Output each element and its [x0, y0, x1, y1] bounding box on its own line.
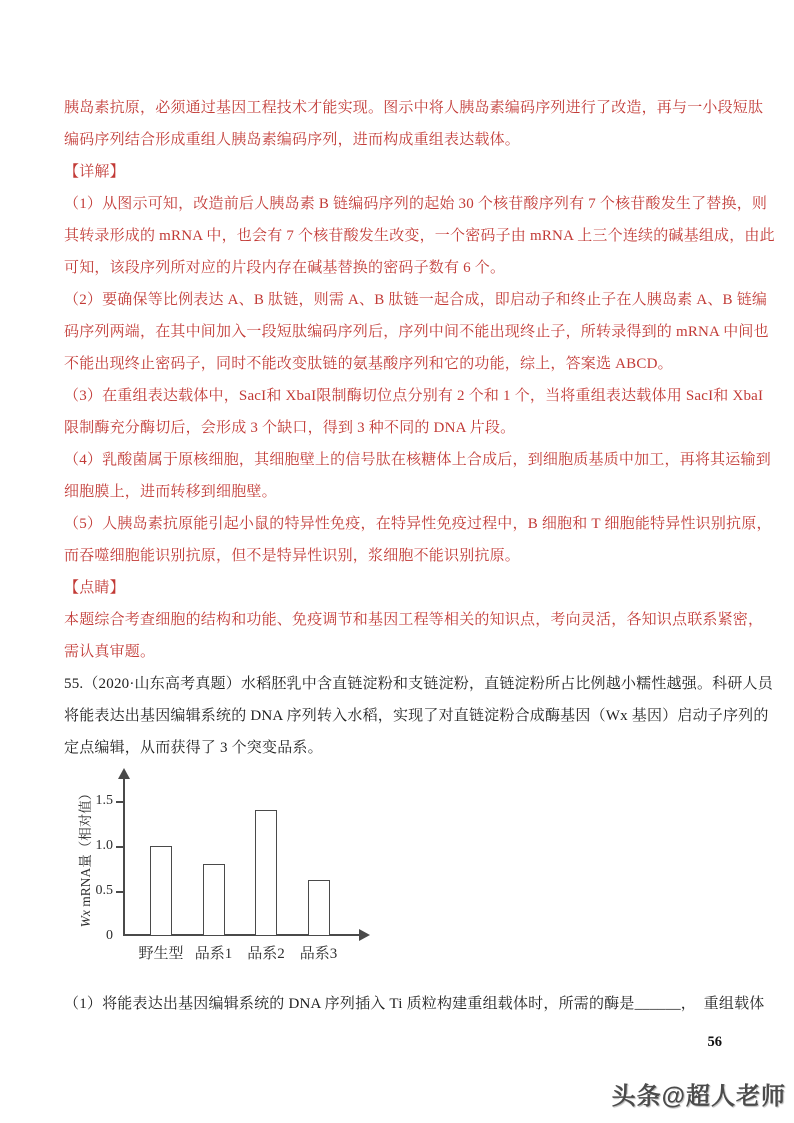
text-line: （5）人胰岛素抗原能引起小鼠的特异性免疫，在特异性免疫过程中，B 细胞和 T 细胞能特异性识别抗原，	[64, 516, 772, 532]
text-line: 定点编辑，从而获得了 3 个突变品系。	[64, 740, 323, 756]
y-tick-label: 0	[106, 928, 113, 943]
bar-品系3	[308, 880, 330, 936]
text-line: 限制酶充分酶切后，会形成 3 个缺口，得到 3 种不同的 DNA 片段。	[64, 420, 516, 436]
y-tick-mark	[116, 801, 123, 803]
x-axis-arrow-icon	[359, 929, 370, 941]
y-tick-mark	[116, 846, 123, 848]
y-axis-label-rest: mRNA量（相对值）	[78, 786, 93, 911]
x-category-label: 品系1	[194, 946, 233, 962]
y-axis	[123, 778, 125, 936]
text-line: 细胞膜上，进而转移到细胞壁。	[64, 484, 277, 500]
bar-chart	[64, 770, 404, 976]
page-number: 56	[707, 1034, 722, 1050]
answer-text-block	[64, 92, 775, 764]
x-category-label: 品系3	[299, 946, 338, 962]
question-text-block	[64, 988, 765, 1020]
text-line: 编码序列结合形成重组人胰岛素编码序列，进而构成重组表达载体。	[64, 132, 521, 148]
text-line: 55.（2020·山东高考真题）水稻胚乳中含直链淀粉和支链淀粉，直链淀粉所占比例越小糯性越强。科研人员	[64, 676, 773, 692]
y-tick-mark	[116, 891, 123, 893]
text-line: （3）在重组表达载体中，SacI和 XbaI限制酶切位点分别有 2 个和 1 个，当将重组表达载体用 SacI和 XbaI	[64, 388, 764, 404]
document-body	[64, 92, 775, 1020]
text-line: 【点睛】	[64, 580, 125, 596]
text-line: 【详解】	[64, 164, 125, 180]
y-tick-label: 1.5	[95, 793, 113, 808]
text-line: （4）乳酸菌属于原核细胞，其细胞壁上的信号肽在核糖体上合成后，到细胞质基质中加工，再将其运输到	[64, 452, 771, 468]
text-line: 可知，该段序列所对应的片段内存在碱基替换的密码子数有 6 个。	[64, 260, 506, 276]
y-tick-label: 1.0	[95, 838, 113, 853]
text-line: 胰岛素抗原，必须通过基因工程技术才能实现。图示中将人胰岛素编码序列进行了改造，再与一小段短肽	[64, 100, 764, 116]
y-tick-label: 0.5	[95, 883, 113, 898]
watermark: 头条@超人老师	[611, 1083, 786, 1110]
text-line: 本题综合考查细胞的结构和功能、免疫调节和基因工程等相关的知识点，考向灵活，各知识点联系紧密，	[64, 612, 764, 628]
bar-品系1	[203, 864, 225, 936]
y-axis-label-italic: Wx	[78, 910, 93, 928]
text-line: 而吞噬细胞能识别抗原，但不是特异性识别，浆细胞不能识别抗原。	[64, 548, 521, 564]
y-axis-arrow-icon	[118, 768, 130, 779]
x-category-label: 品系2	[247, 946, 285, 962]
text-line: （1）将能表达出基因编辑系统的 DNA 序列插入 Ti 质粒构建重组载体时，所需的酶是______， 重组载体	[64, 996, 765, 1012]
text-line: 其转录形成的 mRNA 中，也会有 7 个核苷酸发生改变，一个密码子由 mRNA 上三个连续的碱基组成，由此	[64, 228, 775, 244]
x-category-label: 野生型	[138, 946, 184, 962]
text-line: （2）要确保等比例表达 A、B 肽链，则需 A、B 肽链一起合成，即启动子和终止子在人胰岛素 A、B 链编	[64, 292, 768, 308]
text-line: 将能表达出基因编辑系统的 DNA 序列转入水稻，实现了对直链淀粉合成酶基因（Wx 基因）启动子序列的	[64, 708, 769, 724]
bar-品系2	[255, 810, 277, 936]
text-line: （1）从图示可知，改造前后人胰岛素 B 链编码序列的起始 30 个核苷酸序列有 7 个核苷酸发生了替换，则	[64, 196, 768, 212]
text-line: 需认真审题。	[64, 644, 156, 660]
text-line: 不能出现终止密码子，同时不能改变肽链的氨基酸序列和它的功能，综上，答案选 ABCD。	[64, 356, 673, 372]
text-line: 码序列两端，在其中间加入一段短肽编码序列后，序列中间不能出现终止子，所转录得到的 mRNA 中间也	[64, 324, 769, 340]
bar-野生型	[150, 846, 172, 936]
